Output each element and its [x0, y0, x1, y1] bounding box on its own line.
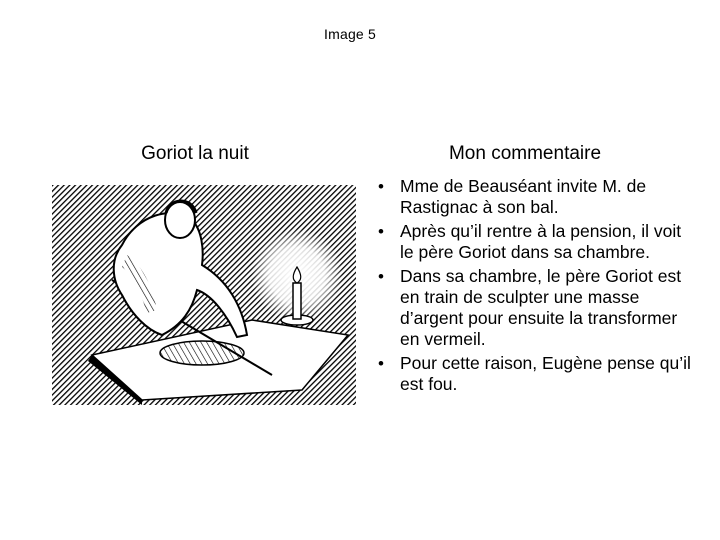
commentary-list	[378, 176, 698, 398]
bullet-text: Dans sa chambre, le père Goriot est en train de sculpter une masse d’argent pour ensuite la transformer en vermeil.	[400, 266, 682, 349]
candle	[293, 283, 301, 319]
bullet-text: Mme de Beauséant invite M. de Rastignac à son bal.	[400, 176, 647, 217]
left-column-heading: Goriot la nuit	[141, 143, 249, 164]
goriot-night-illustration	[52, 185, 356, 405]
list-item	[378, 176, 698, 218]
bullet-icon: •	[378, 354, 384, 373]
bullet-icon: •	[378, 177, 384, 196]
bullet-text: Après qu’il rentre à la pension, il voit le père Goriot dans sa chambre.	[400, 221, 682, 262]
list-item	[378, 266, 698, 350]
slide-title: Image 5	[324, 26, 376, 42]
bullet-icon: •	[378, 267, 384, 286]
bullet-text: Pour cette raison, Eugène pense qu’il est fou.	[400, 353, 691, 394]
bullet-icon: •	[378, 222, 384, 241]
list-item	[378, 353, 698, 395]
right-column-heading: Mon commentaire	[448, 143, 602, 164]
list-item	[378, 221, 698, 263]
silver-mass	[160, 341, 244, 365]
